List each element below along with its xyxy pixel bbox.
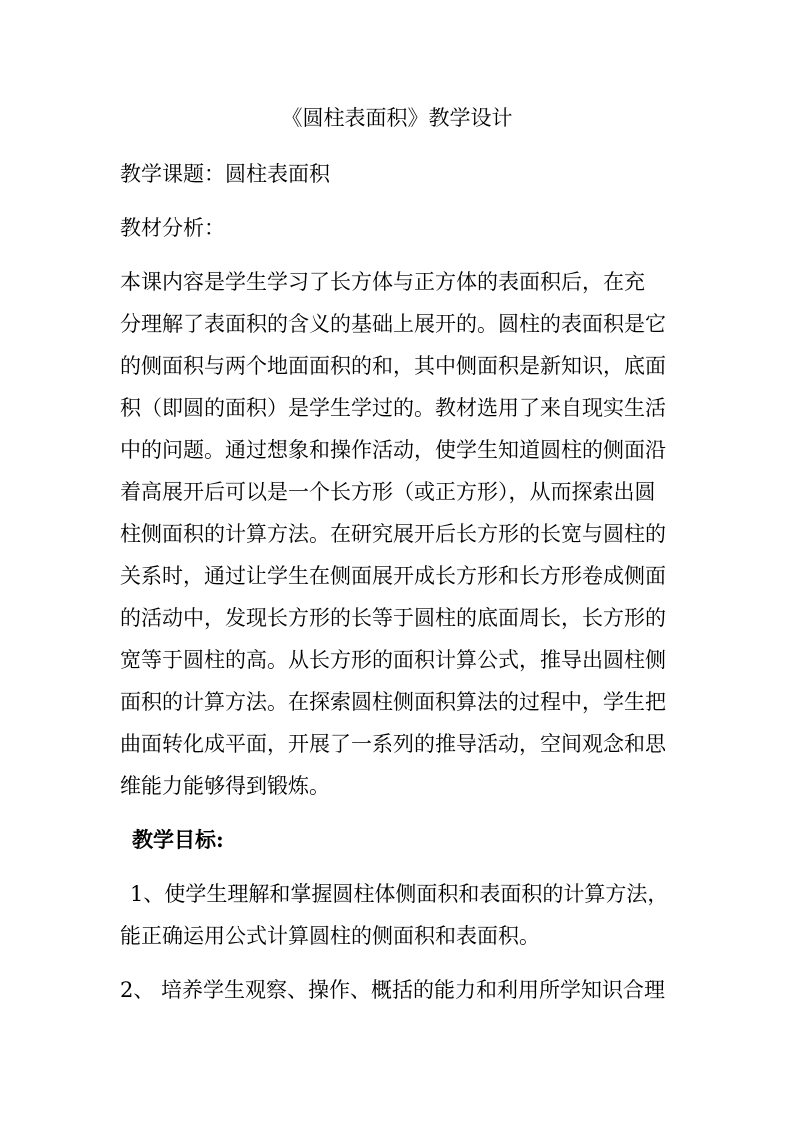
document-title: 《圆柱表面积》教学设计 <box>281 106 513 130</box>
analysis-line-12: 曲面转化成平面，开展了一系列的推导活动，空间观念和思 <box>120 732 666 756</box>
goal-1-line-2: 能正确运用公式计算圆柱的侧面积和表面积。 <box>120 924 540 948</box>
goal-2-line-1: 2、 培养学生观察、操作、概括的能力和利用所学知识合理 <box>120 978 666 1002</box>
goal-1-line-1: 1、使学生理解和掌握圆柱体侧面积和表面积的计算方法， <box>130 882 669 906</box>
analysis-line-4: 积（即圆的面积）是学生学过的。教材选用了来自现实生活 <box>120 396 666 420</box>
analysis-line-6: 着高展开后可以是一个长方形（或正方形），从而探索出圆 <box>120 480 656 504</box>
analysis-line-1: 本课内容是学生学习了长方体与正方体的表面积后，在充 <box>120 270 645 294</box>
topic-line: 教学课题：圆柱表面积 <box>120 162 330 186</box>
analysis-line-8: 关系时，通过让学生在侧面展开成长方形和长方形卷成侧面 <box>120 564 666 588</box>
analysis-heading: 教材分析： <box>120 216 225 240</box>
analysis-line-10: 宽等于圆柱的高。从长方形的面积计算公式，推导出圆柱侧 <box>120 648 666 672</box>
goals-heading: 教学目标: <box>132 827 224 852</box>
analysis-line-11: 面积的计算方法。在探索圆柱侧面积算法的过程中，学生把 <box>120 690 666 714</box>
analysis-line-9: 的活动中，发现长方形的长等于圆柱的底面周长，长方形的 <box>120 606 666 630</box>
analysis-line-5: 中的问题。通过想象和操作活动，使学生知道圆柱的侧面沿 <box>120 438 666 462</box>
analysis-line-3: 的侧面积与两个地面面积的和，其中侧面积是新知识，底面 <box>120 354 666 378</box>
analysis-line-13: 维能力能够得到锻炼。 <box>120 774 330 798</box>
analysis-line-7: 柱侧面积的计算方法。在研究展开后长方形的长宽与圆柱的 <box>120 522 666 546</box>
analysis-line-2: 分理解了表面积的含义的基础上展开的。圆柱的表面积是它 <box>120 312 666 336</box>
